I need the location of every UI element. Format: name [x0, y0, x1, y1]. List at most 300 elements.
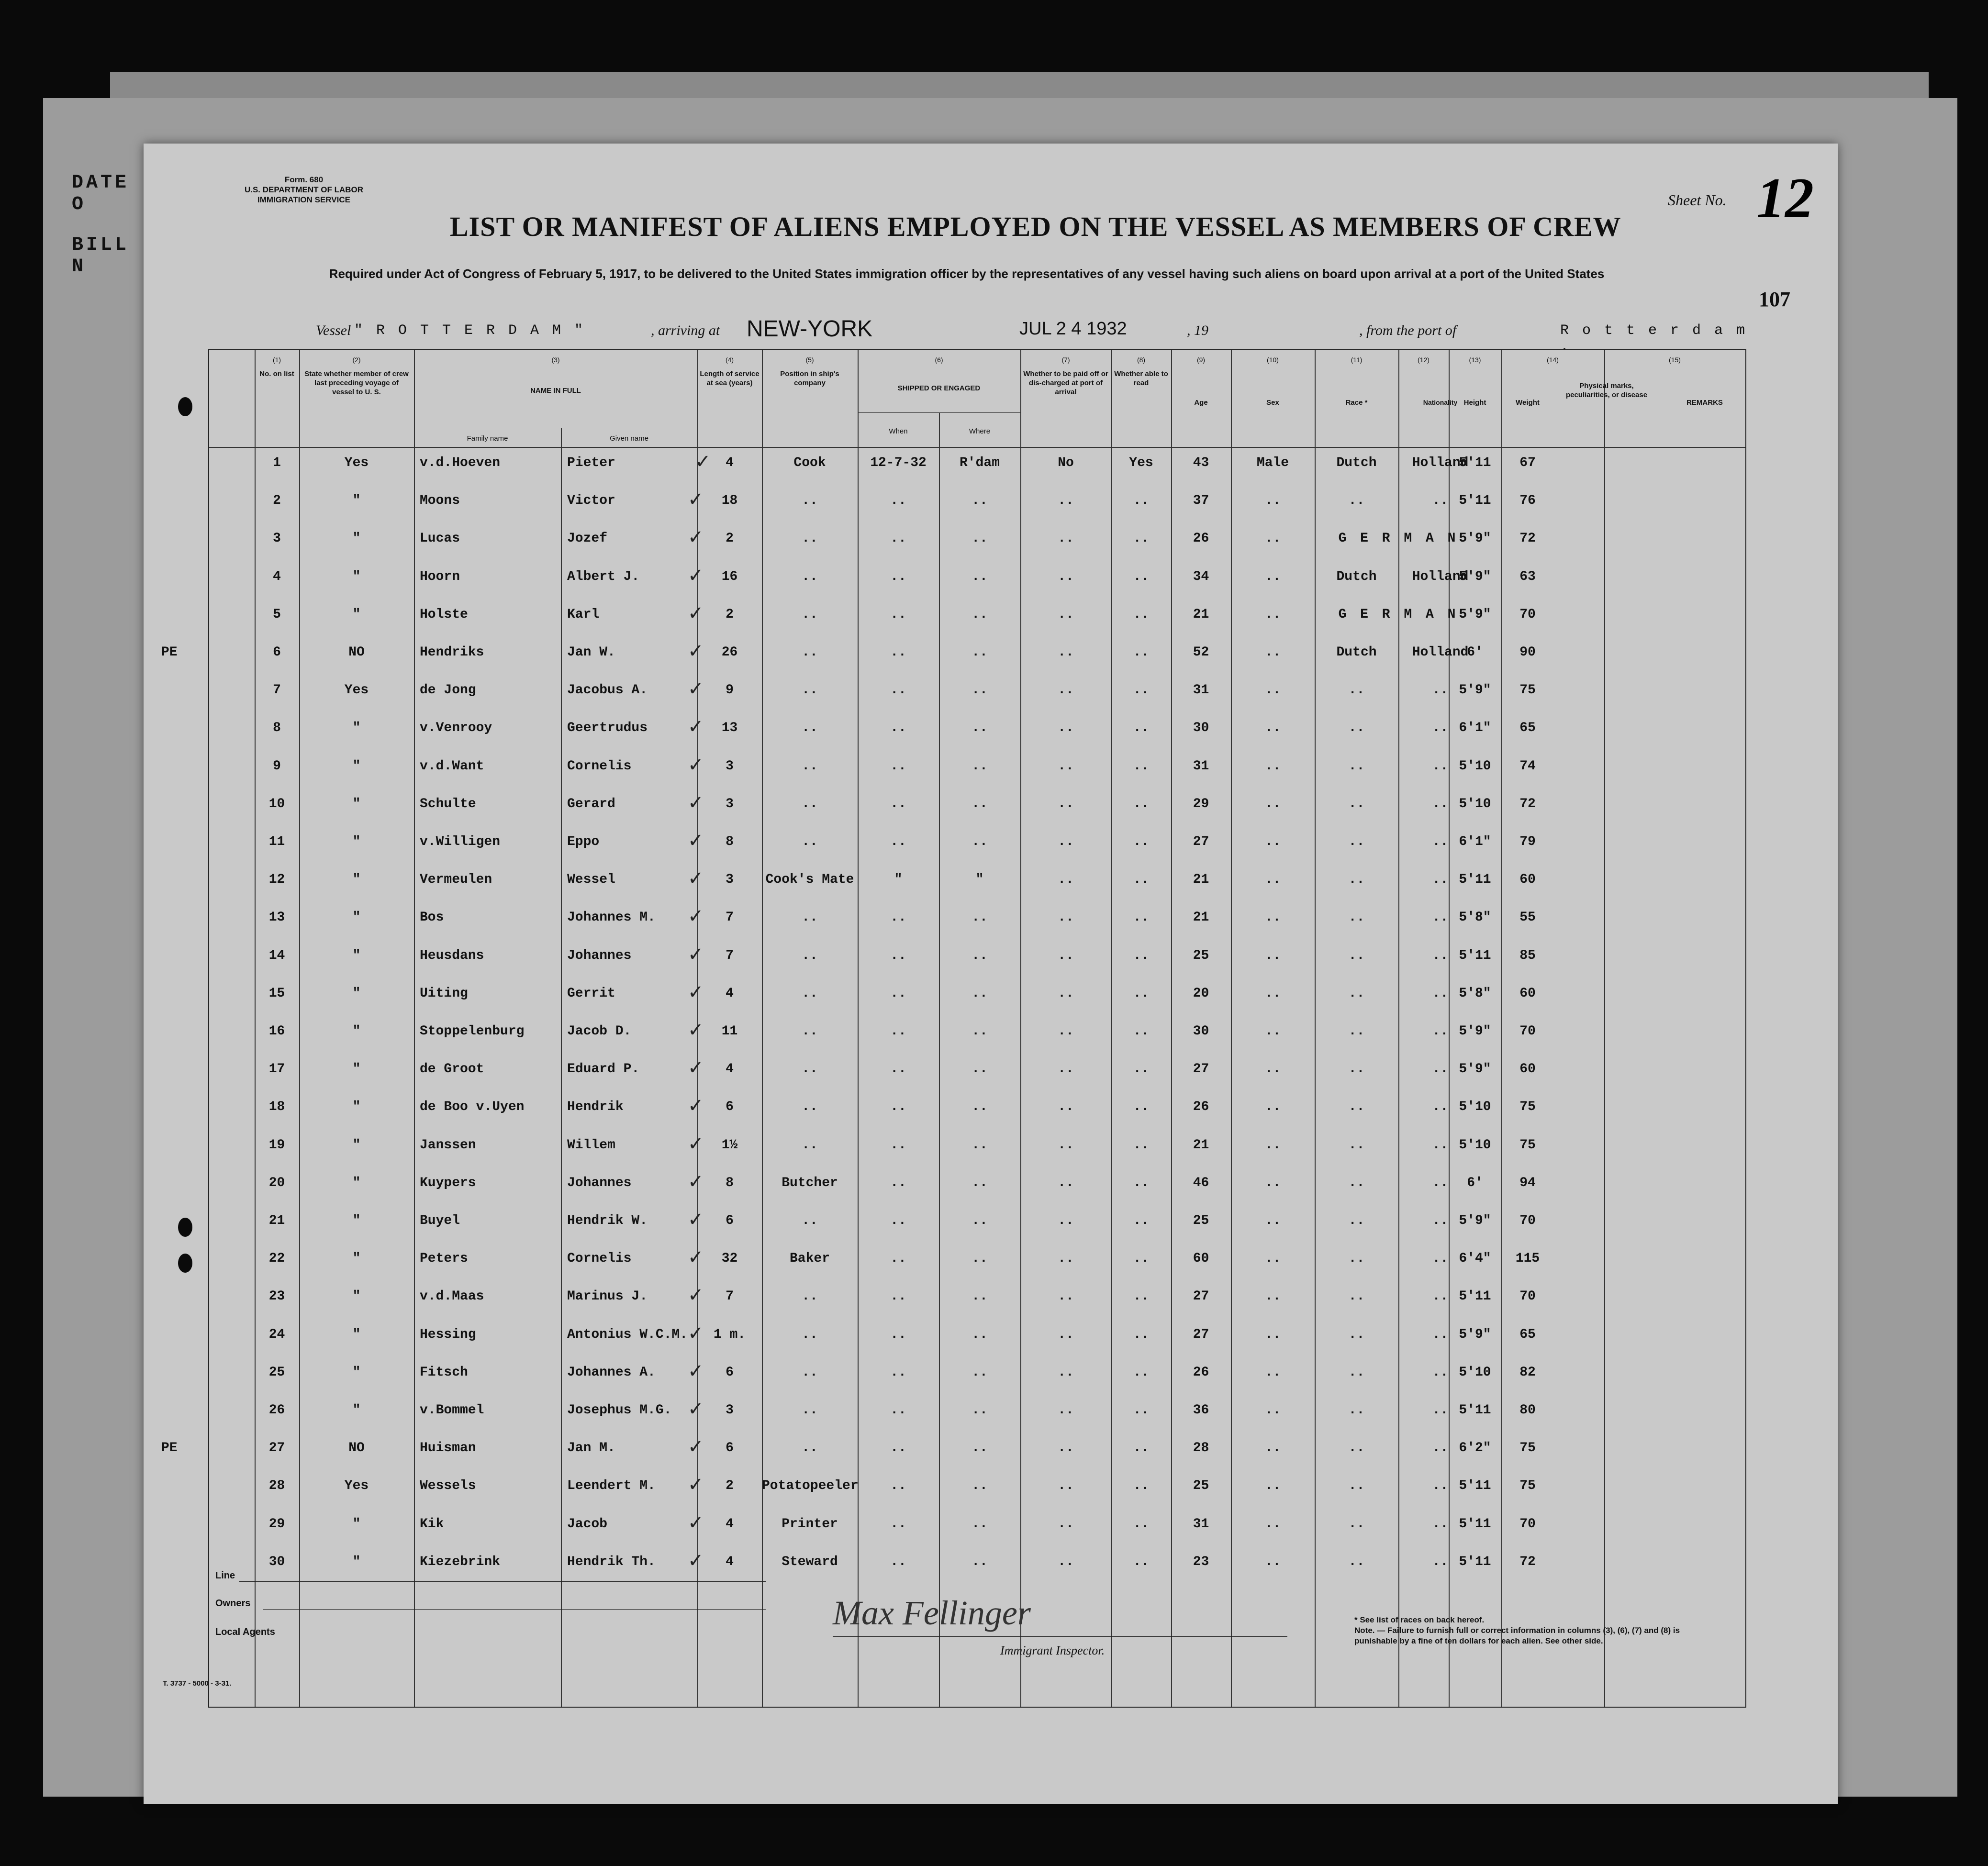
- cell-height: 6'2": [1459, 1441, 1491, 1456]
- cell-position: ..: [802, 569, 818, 584]
- cell-family: Holste: [420, 607, 468, 622]
- cell-nationality: ..: [1432, 1516, 1449, 1532]
- binder-hole: [178, 1254, 192, 1273]
- cell-family: Buyel: [420, 1213, 460, 1228]
- cell-nationality: ..: [1432, 1365, 1449, 1380]
- cell-family: Moons: [420, 493, 460, 509]
- cell-prev: ": [352, 1516, 361, 1532]
- cell-no: 9: [273, 758, 281, 774]
- cell-weight: 79: [1519, 834, 1536, 849]
- cell-weight: 90: [1519, 645, 1536, 660]
- cell-given: Victor: [567, 493, 615, 509]
- cell-race: ..: [1348, 1516, 1365, 1532]
- cell-paid: ..: [1058, 1175, 1074, 1190]
- binder-hole: [178, 397, 192, 416]
- cell-family: v.d.Maas: [420, 1289, 484, 1304]
- checkmark-icon: ✓: [688, 564, 704, 587]
- cell-height: 5'9": [1459, 1327, 1491, 1342]
- cell-position: ..: [802, 1062, 818, 1077]
- cell-weight: 65: [1519, 1327, 1536, 1342]
- cell-paid: ..: [1058, 1554, 1074, 1569]
- cell-no: 25: [268, 1365, 285, 1380]
- cell-prev: Yes: [344, 1478, 369, 1494]
- cell-read: ..: [1133, 948, 1150, 963]
- cell-family: Lucas: [420, 531, 460, 546]
- col-4-number: (4): [725, 356, 734, 364]
- cell-read: ..: [1133, 1289, 1150, 1304]
- cell-sex: ..: [1264, 834, 1281, 849]
- cell-weight: 75: [1519, 1478, 1536, 1494]
- cell-prev: ": [352, 872, 361, 888]
- cell-where: ..: [972, 683, 988, 698]
- col-7-number: (7): [1061, 356, 1070, 364]
- cell-given: Jan M.: [567, 1441, 615, 1456]
- cell-height: 5'10: [1459, 758, 1491, 774]
- sheet-number-label: Sheet No.: [1668, 191, 1727, 209]
- cell-height: 5'11: [1459, 1516, 1491, 1532]
- cell-height: 5'11: [1459, 948, 1491, 963]
- cell-read: ..: [1133, 910, 1150, 925]
- cell-sex: ..: [1264, 1213, 1281, 1228]
- cell-race: ..: [1348, 1441, 1365, 1456]
- cell-age: 36: [1193, 1403, 1209, 1418]
- cell-read: ..: [1133, 986, 1150, 1001]
- checkmark-icon: ✓: [688, 1246, 704, 1269]
- cell-where: ..: [972, 1516, 988, 1532]
- checkmark-icon: ✓: [695, 451, 711, 473]
- cell-height: 5'9": [1459, 531, 1491, 546]
- cell-given: Jacobus A.: [567, 683, 648, 698]
- cell-where: ": [975, 872, 984, 888]
- cell-read: ..: [1133, 1554, 1150, 1569]
- checkmark-icon: ✓: [688, 830, 704, 852]
- cell-sex: ..: [1264, 948, 1281, 963]
- cell-read: ..: [1133, 1516, 1150, 1532]
- cell-position: ..: [802, 1213, 818, 1228]
- cell-nationality: ..: [1432, 910, 1449, 925]
- cell-sex: ..: [1264, 721, 1281, 736]
- cell-paid: ..: [1058, 1213, 1074, 1228]
- cell-race: ..: [1348, 721, 1365, 736]
- cell-when: ..: [890, 910, 906, 925]
- cell-prev: ": [352, 986, 361, 1001]
- cell-age: 26: [1193, 1365, 1209, 1380]
- cell-given: Karl: [567, 607, 600, 622]
- col-header-where: Where: [969, 427, 991, 435]
- cell-family: v.d.Want: [420, 758, 484, 774]
- checkmark-icon: ✓: [688, 754, 704, 776]
- cell-age: 20: [1193, 986, 1209, 1001]
- cell-height: 5'8": [1459, 986, 1491, 1001]
- cell-paid: ..: [1058, 1062, 1074, 1077]
- cell-read: ..: [1133, 683, 1150, 698]
- cell-age: 60: [1193, 1251, 1209, 1266]
- cell-service: 6: [726, 1100, 734, 1115]
- cell-age: 27: [1193, 834, 1209, 849]
- cell-sex: ..: [1264, 1327, 1281, 1342]
- cell-when: ..: [890, 834, 906, 849]
- cell-age: 25: [1193, 1213, 1209, 1228]
- from-label: , from the port of: [1359, 322, 1457, 338]
- cell-prev: ": [352, 493, 361, 509]
- form-identifier: [199, 175, 409, 205]
- voyage-line: [316, 316, 1752, 355]
- cell-family: Schulte: [420, 796, 476, 811]
- cell-where: ..: [972, 569, 988, 584]
- cell-prev: ": [352, 1175, 361, 1190]
- cell-when: ..: [890, 986, 906, 1001]
- col-2-number: (2): [352, 356, 361, 364]
- cell-service: 13: [721, 721, 738, 736]
- row-pe-mark: PE: [161, 645, 178, 660]
- cell-prev: ": [352, 721, 361, 736]
- col-header-no: No. on list: [259, 370, 294, 378]
- cell-service: 7: [726, 910, 734, 925]
- cell-sex: ..: [1264, 1441, 1281, 1456]
- cell-no: 10: [268, 796, 285, 811]
- cell-height: 5'11: [1459, 1289, 1491, 1304]
- cell-nationality: ..: [1432, 1289, 1449, 1304]
- cell-height: 6'4": [1459, 1251, 1491, 1266]
- cell-age: 21: [1193, 872, 1209, 888]
- cell-where: ..: [972, 1213, 988, 1228]
- cell-when: ..: [890, 531, 906, 546]
- manifest-sheet: [144, 144, 1838, 1804]
- cell-family: Uiting: [420, 986, 468, 1001]
- cell-prev: ": [352, 1289, 361, 1304]
- cell-nationality: ..: [1432, 1251, 1449, 1266]
- cell-given: Jan W.: [567, 645, 615, 660]
- cell-where: ..: [972, 834, 988, 849]
- cell-weight: 74: [1519, 758, 1536, 774]
- cell-when: ..: [890, 1403, 906, 1418]
- cell-family: Kik: [420, 1516, 444, 1532]
- cell-service: 7: [726, 948, 734, 963]
- cell-given: Pieter: [567, 455, 615, 470]
- cell-read: ..: [1133, 1478, 1150, 1494]
- cell-age: 28: [1193, 1441, 1209, 1456]
- page-subtitle: Required under Act of Congress of February 5, 1917, to be delivered to the United States immigration officer by the representatives of any vessel having such aliens on board upon arrival at a port of the United States: [329, 267, 1605, 281]
- cell-family: Peters: [420, 1251, 468, 1266]
- cell-when: ..: [890, 1441, 906, 1456]
- cell-family: Stoppelenburg: [420, 1024, 525, 1039]
- col-header-name: NAME IN FULL: [530, 387, 581, 395]
- cell-prev: ": [352, 948, 361, 963]
- cell-no: 24: [268, 1327, 285, 1342]
- cell-no: 14: [268, 948, 285, 963]
- col-header-nationality: Nationality: [1423, 399, 1458, 406]
- cell-given: Cornelis: [567, 1251, 632, 1266]
- cell-position: Printer: [782, 1516, 838, 1532]
- cell-race: ..: [1348, 1403, 1365, 1418]
- cell-service: 1 m.: [713, 1327, 746, 1342]
- cell-prev: ": [352, 1365, 361, 1380]
- col-1-number: (1): [272, 356, 281, 364]
- cell-when: ..: [890, 493, 906, 509]
- cell-read: ..: [1133, 872, 1150, 888]
- checkmark-icon: ✓: [688, 1360, 704, 1382]
- cell-weight: 75: [1519, 1100, 1536, 1115]
- cell-weight: 70: [1519, 607, 1536, 622]
- cell-when: ..: [890, 948, 906, 963]
- cell-read: ..: [1133, 569, 1150, 584]
- page-number: 107: [1759, 288, 1790, 311]
- cell-paid: ..: [1058, 645, 1074, 660]
- col-13-number: (13): [1469, 356, 1481, 364]
- col-header-previous-voyage: State whether member of crew last preceding voyage of vessel to U. S.: [304, 370, 409, 396]
- cell-no: 26: [268, 1403, 285, 1418]
- cell-paid: ..: [1058, 1289, 1074, 1304]
- cell-prev: ": [352, 796, 361, 811]
- cell-age: 21: [1193, 1137, 1209, 1153]
- cell-nationality: ..: [1432, 493, 1449, 509]
- cell-nationality: ..: [1432, 1062, 1449, 1077]
- cell-age: 29: [1193, 796, 1209, 811]
- cell-paid: ..: [1058, 834, 1074, 849]
- cell-service: 6: [726, 1365, 734, 1380]
- print-code: T. 3737 - 5000 - 3-31.: [163, 1679, 232, 1688]
- cell-no: 4: [273, 569, 281, 584]
- cell-no: 6: [273, 645, 281, 660]
- cell-given: Johannes: [567, 948, 632, 963]
- cell-race: Dutch: [1336, 569, 1377, 584]
- cell-where: ..: [972, 1175, 988, 1190]
- cell-nationality: ..: [1432, 1554, 1449, 1569]
- inspector-label: Immigrant Inspector.: [1000, 1644, 1105, 1657]
- cell-position: ..: [802, 607, 818, 622]
- cell-given: Jacob: [567, 1516, 608, 1532]
- cell-age: 27: [1193, 1062, 1209, 1077]
- cell-position: ..: [802, 986, 818, 1001]
- cell-nationality: ..: [1432, 1327, 1449, 1342]
- cell-when: ..: [890, 1478, 906, 1494]
- binder-hole: [178, 1218, 192, 1237]
- cell-race: ..: [1348, 1327, 1365, 1342]
- cell-given: Jacob D.: [567, 1024, 632, 1039]
- cell-where: ..: [972, 1365, 988, 1380]
- cell-height: 5'11: [1459, 455, 1491, 470]
- cell-given: Marinus J.: [567, 1289, 648, 1304]
- cell-where: ..: [972, 910, 988, 925]
- cell-race: G E R M A N: [1338, 531, 1459, 546]
- cell-nationality: ..: [1432, 1478, 1449, 1494]
- cell-no: 5: [273, 607, 281, 622]
- cell-prev: ": [352, 1100, 361, 1115]
- cell-prev: ": [352, 607, 361, 622]
- edge-labels: [72, 172, 139, 316]
- checkmark-icon: ✓: [688, 489, 704, 511]
- cell-when: ..: [890, 1251, 906, 1266]
- cell-family: Hoorn: [420, 569, 460, 584]
- cell-paid: ..: [1058, 721, 1074, 736]
- cell-nationality: ..: [1432, 1213, 1449, 1228]
- cell-age: 21: [1193, 607, 1209, 622]
- cell-weight: 63: [1519, 569, 1536, 584]
- cell-no: 23: [268, 1289, 285, 1304]
- cell-sex: ..: [1264, 758, 1281, 774]
- cell-given: Gerrit: [567, 986, 615, 1001]
- cell-race: ..: [1348, 1100, 1365, 1115]
- checkmark-icon: ✓: [688, 1057, 704, 1079]
- cell-age: 34: [1193, 569, 1209, 584]
- cell-prev: ": [352, 1024, 361, 1039]
- cell-family: Vermeulen: [420, 872, 492, 888]
- cell-service: 2: [726, 1478, 734, 1494]
- cell-where: ..: [972, 1137, 988, 1153]
- cell-sex: ..: [1264, 986, 1281, 1001]
- cell-nationality: ..: [1432, 1175, 1449, 1190]
- cell-family: Hessing: [420, 1327, 476, 1342]
- cell-paid: ..: [1058, 758, 1074, 774]
- col-15-number: (15): [1669, 356, 1681, 364]
- checkmark-icon: ✓: [688, 1170, 704, 1193]
- cell-family: v.Willigen: [420, 834, 501, 849]
- cell-height: 5'9": [1459, 569, 1491, 584]
- cell-age: 46: [1193, 1175, 1209, 1190]
- cell-prev: ": [352, 531, 361, 546]
- cell-no: 20: [268, 1175, 285, 1190]
- cell-read: ..: [1133, 1365, 1150, 1380]
- checkmark-icon: ✓: [688, 716, 704, 738]
- cell-service: 3: [726, 1403, 734, 1418]
- cell-nationality: ..: [1432, 986, 1449, 1001]
- cell-prev: Yes: [344, 683, 369, 698]
- cell-when: ..: [890, 1137, 906, 1153]
- cell-no: 17: [268, 1062, 285, 1077]
- cell-service: 6: [726, 1213, 734, 1228]
- cell-when: ..: [890, 683, 906, 698]
- cell-position: ..: [802, 1441, 818, 1456]
- cell-prev: ": [352, 569, 361, 584]
- cell-no: 11: [268, 834, 285, 849]
- col-12-number: (12): [1418, 356, 1430, 364]
- cell-where: ..: [972, 1024, 988, 1039]
- cell-where: ..: [972, 986, 988, 1001]
- cell-paid: ..: [1058, 1024, 1074, 1039]
- cell-age: 30: [1193, 1024, 1209, 1039]
- cell-paid: ..: [1058, 1365, 1074, 1380]
- cell-weight: 85: [1519, 948, 1536, 963]
- line-label: Line: [215, 1570, 235, 1581]
- cell-nationality: ..: [1432, 1403, 1449, 1418]
- cell-height: 5'11: [1459, 1478, 1491, 1494]
- cell-read: ..: [1133, 1024, 1150, 1039]
- cell-read: ..: [1133, 531, 1150, 546]
- cell-race: ..: [1348, 1213, 1365, 1228]
- cell-age: 25: [1193, 948, 1209, 963]
- cell-position: Baker: [789, 1251, 830, 1266]
- form-number: Form. 680: [284, 175, 324, 184]
- arrival-date: JUL 2 4 1932: [1019, 319, 1127, 339]
- cell-read: ..: [1133, 645, 1150, 660]
- cell-when: ..: [890, 1365, 906, 1380]
- cell-sex: ..: [1264, 872, 1281, 888]
- cell-where: R'dam: [959, 455, 1000, 470]
- cell-service: 4: [726, 1516, 734, 1532]
- cell-read: ..: [1133, 493, 1150, 509]
- cell-weight: 70: [1519, 1213, 1536, 1228]
- cell-position: ..: [802, 1100, 818, 1115]
- cell-age: 31: [1193, 683, 1209, 698]
- inspector-signature: Max Fellinger: [833, 1594, 1031, 1632]
- cell-read: ..: [1133, 607, 1150, 622]
- cell-position: ..: [802, 834, 818, 849]
- cell-sex: ..: [1264, 607, 1281, 622]
- cell-age: 26: [1193, 531, 1209, 546]
- cell-when: ..: [890, 1554, 906, 1569]
- cell-service: 26: [721, 645, 738, 660]
- cell-paid: ..: [1058, 1100, 1074, 1115]
- col-header-remarks: REMARKS: [1686, 399, 1723, 407]
- cell-weight: 72: [1519, 531, 1536, 546]
- cell-no: 2: [273, 493, 281, 509]
- cell-family: Kiezebrink: [420, 1554, 501, 1569]
- cell-position: ..: [802, 493, 818, 509]
- cell-position: ..: [802, 721, 818, 736]
- cell-race: G E R M A N: [1338, 607, 1459, 622]
- checkmark-icon: ✓: [688, 1019, 704, 1041]
- cell-when: ..: [890, 569, 906, 584]
- cell-family: v.Bommel: [420, 1403, 484, 1418]
- cell-position: Potatopeeler: [762, 1478, 859, 1494]
- cell-race: ..: [1348, 493, 1365, 509]
- cell-position: ..: [802, 645, 818, 660]
- cell-service: 1½: [721, 1137, 738, 1153]
- cell-service: 4: [726, 1062, 734, 1077]
- cell-height: 6'1": [1459, 721, 1491, 736]
- service-name: IMMIGRATION SERVICE: [257, 195, 350, 204]
- checkmark-icon: ✓: [688, 1549, 704, 1572]
- cell-given: Wessel: [567, 872, 615, 888]
- cell-prev: Yes: [344, 455, 369, 470]
- checkmark-icon: ✓: [688, 1095, 704, 1117]
- cell-service: 3: [726, 872, 734, 888]
- cell-given: Geertrudus: [567, 721, 648, 736]
- cell-where: ..: [972, 1403, 988, 1418]
- cell-weight: 55: [1519, 910, 1536, 925]
- cell-position: ..: [802, 1365, 818, 1380]
- col-header-paid-off: Whether to be paid off or dis-charged at port of arrival: [1023, 370, 1108, 396]
- cell-paid: ..: [1058, 910, 1074, 925]
- cell-no: 29: [268, 1516, 285, 1532]
- cell-given: Johannes A.: [567, 1365, 656, 1380]
- cell-nationality: Holland: [1412, 455, 1469, 470]
- cell-when: ..: [890, 645, 906, 660]
- cell-height: 5'10: [1459, 1365, 1491, 1380]
- cell-race: ..: [1348, 948, 1365, 963]
- cell-height: 5'10: [1459, 1100, 1491, 1115]
- cell-position: Cook's Mate: [765, 872, 854, 888]
- col-header-read: Whether able to read: [1114, 370, 1168, 387]
- cell-height: 6': [1467, 1175, 1483, 1190]
- cell-when: ..: [890, 1100, 906, 1115]
- cell-prev: ": [352, 910, 361, 925]
- cell-given: Jozef: [567, 531, 608, 546]
- cell-paid: ..: [1058, 948, 1074, 963]
- cell-service: 16: [721, 569, 738, 584]
- cell-service: 18: [721, 493, 738, 509]
- cell-given: Leendert M.: [567, 1478, 656, 1494]
- cell-nationality: ..: [1432, 758, 1449, 774]
- checkmark-icon: ✓: [688, 678, 704, 700]
- checkmark-icon: ✓: [688, 1474, 704, 1496]
- cell-where: ..: [972, 531, 988, 546]
- cell-paid: No: [1058, 455, 1074, 470]
- cell-paid: ..: [1058, 493, 1074, 509]
- cell-paid: ..: [1058, 1327, 1074, 1342]
- checkmark-icon: ✓: [688, 640, 704, 662]
- cell-where: ..: [972, 645, 988, 660]
